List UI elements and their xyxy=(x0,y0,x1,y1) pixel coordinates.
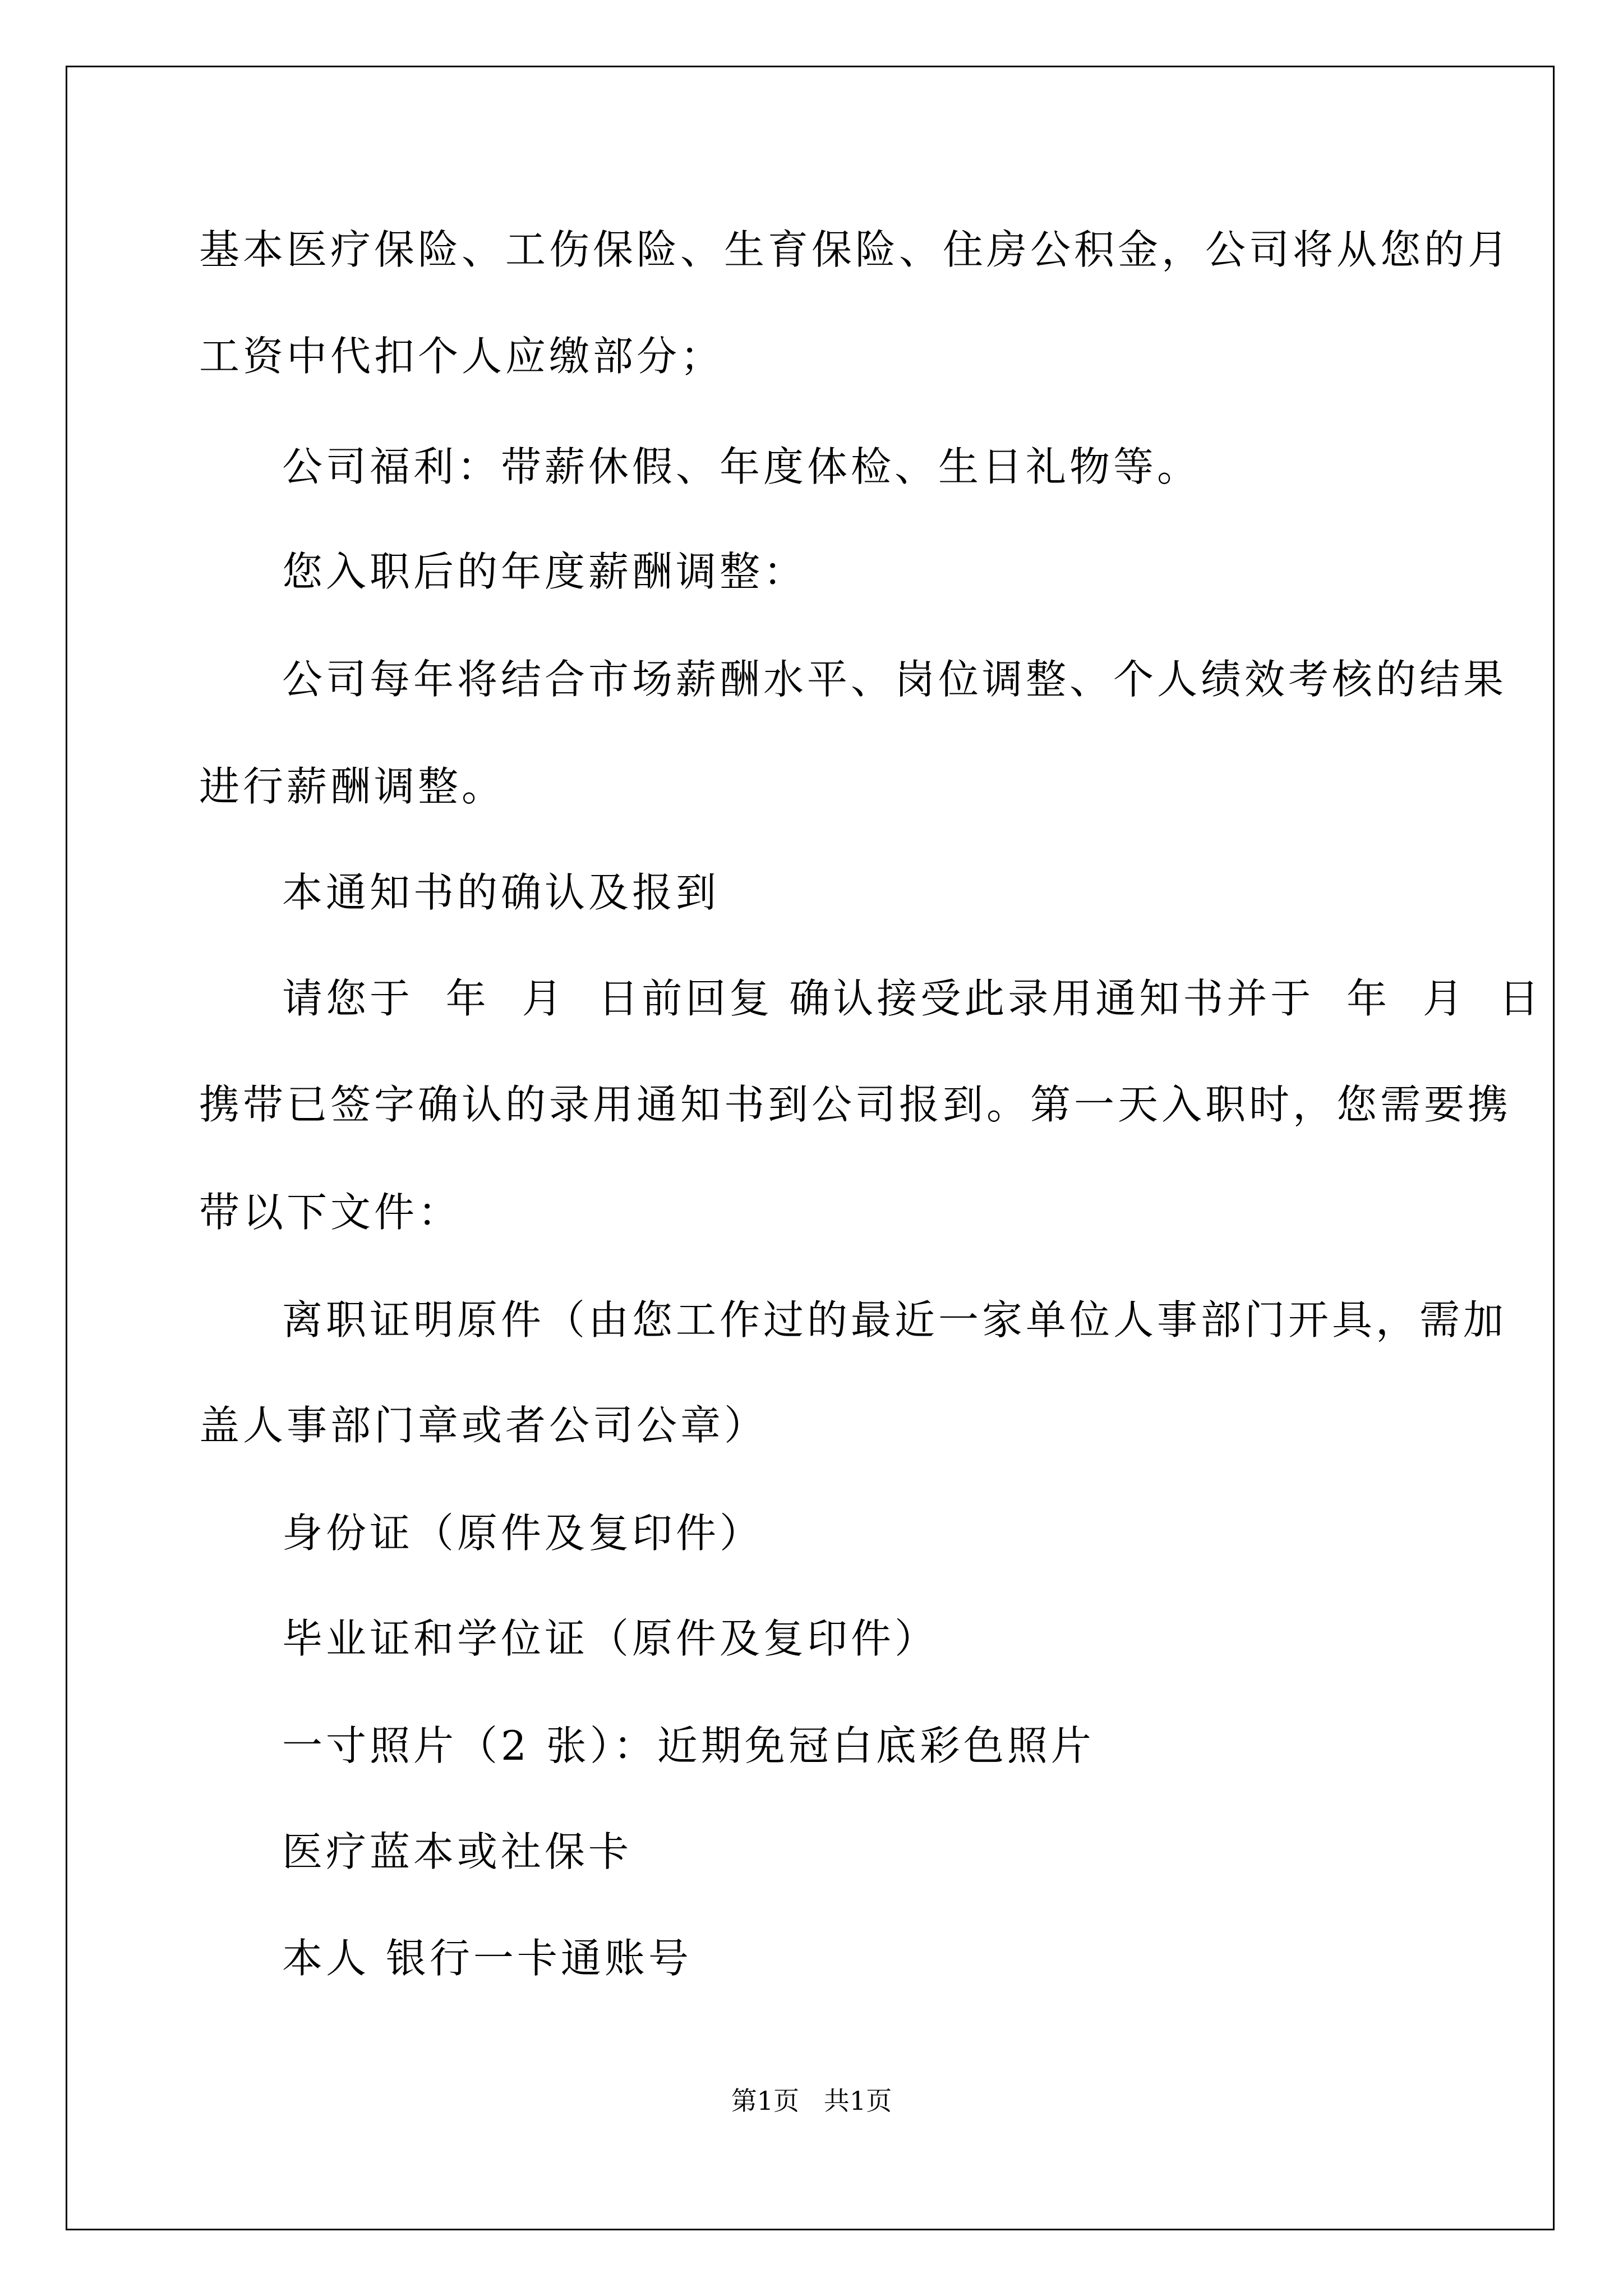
list-item: 毕业证和学位证（原件及复印件） xyxy=(282,1615,939,1662)
body-line: 请您于 年 月 日前回复 确认接受此录用通知书并于 年 月 日 xyxy=(282,975,1543,1022)
list-item: 一寸照片（2 张）：近期免冠白底彩色照片 xyxy=(282,1722,1095,1769)
page-footer: 第1页 共1页 xyxy=(731,2086,892,2116)
section-heading: 本通知书的确认及报到 xyxy=(282,869,720,916)
body-line: 进行薪酬调整。 xyxy=(199,763,506,810)
list-item: 离职证明原件（由您工作过的最近一家单位人事部门开具，需加 xyxy=(282,1296,1507,1343)
body-line: 带以下文件： xyxy=(199,1189,462,1236)
body-line: 携带已签字确认的录用通知书到公司报到。第一天入职时，您需要携 xyxy=(199,1081,1512,1128)
list-item: 本人 银行一卡通账号 xyxy=(282,1935,692,1982)
list-item: 身份证（原件及复印件） xyxy=(282,1510,764,1557)
body-line: 公司福利：带薪休假、年度体检、生日礼物等。 xyxy=(282,443,1201,490)
page-border xyxy=(66,66,1555,2230)
list-item: 盖人事部门章或者公司公章） xyxy=(199,1402,768,1449)
body-line: 您入职后的年度薪酬调整： xyxy=(282,548,808,595)
list-item: 医疗蓝本或社保卡 xyxy=(282,1828,633,1875)
body-line: 基本医疗保险、工伤保险、生育保险、住房公积金，公司将从您的月 xyxy=(199,226,1512,273)
body-line: 公司每年将结合市场薪酬水平、岗位调整、个人绩效考核的结果 xyxy=(282,656,1507,703)
body-line: 工资中代扣个人应缴部分； xyxy=(199,333,725,380)
